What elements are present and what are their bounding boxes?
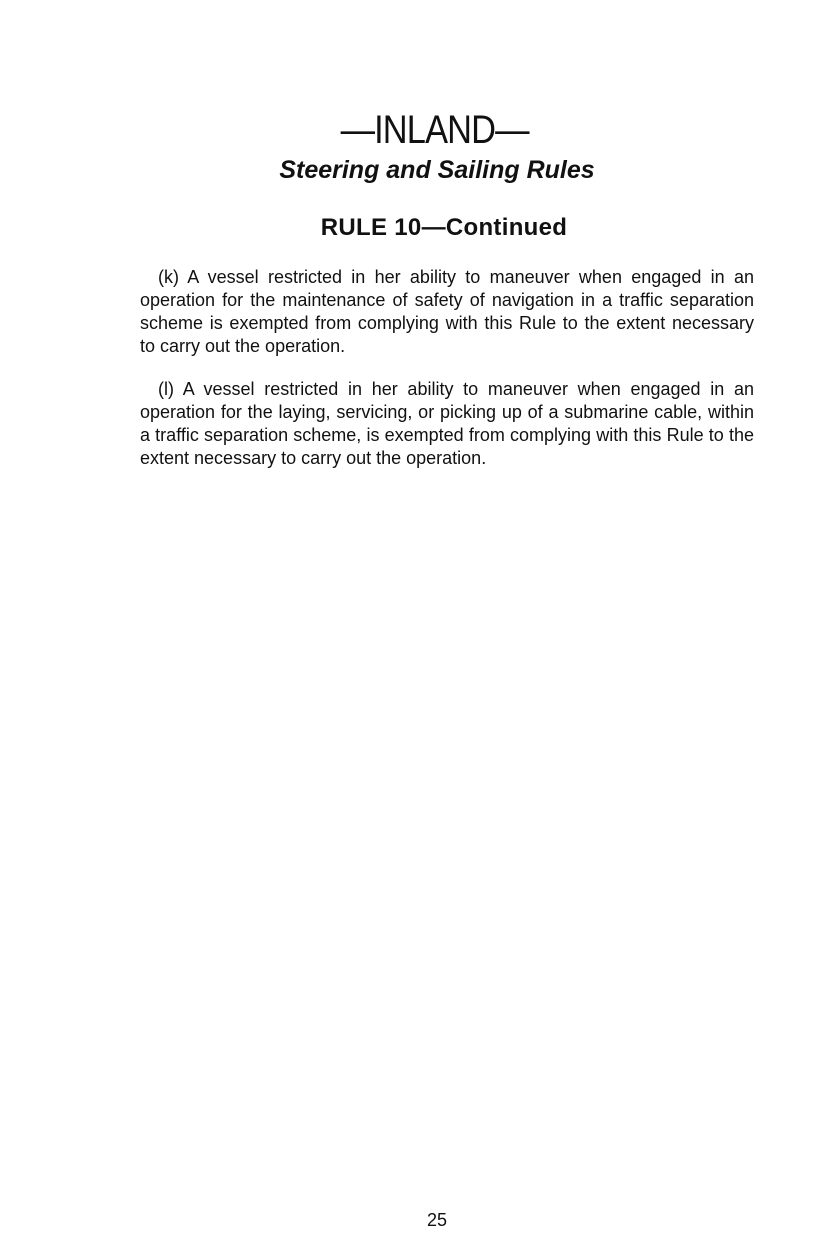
page-number: 25 xyxy=(426,1210,448,1230)
paragraph-text: (l) A vessel restricted in her ability to maneuver when engaged in an operation for the laying, servicing, or picking up of a submarine cable, within a traffic separation scheme, is exempted from complying with this Rule to the extent necessary to carry out the operation. xyxy=(140,379,754,468)
rule-paragraph-l xyxy=(140,378,754,470)
rule-heading: RULE 10—Continued xyxy=(320,214,568,241)
rule-paragraph-k xyxy=(140,266,754,358)
paragraph-text: (k) A vessel restricted in her ability to maneuver when engaged in an operation for the maintenance of safety of navigation in a traffic separation scheme is exempted from complying with this Rule to the extent necessary to carry out the operation. xyxy=(140,267,754,356)
section-subtitle: Steering and Sailing Rules xyxy=(279,156,595,184)
section-title: —INLAND— xyxy=(340,108,529,152)
